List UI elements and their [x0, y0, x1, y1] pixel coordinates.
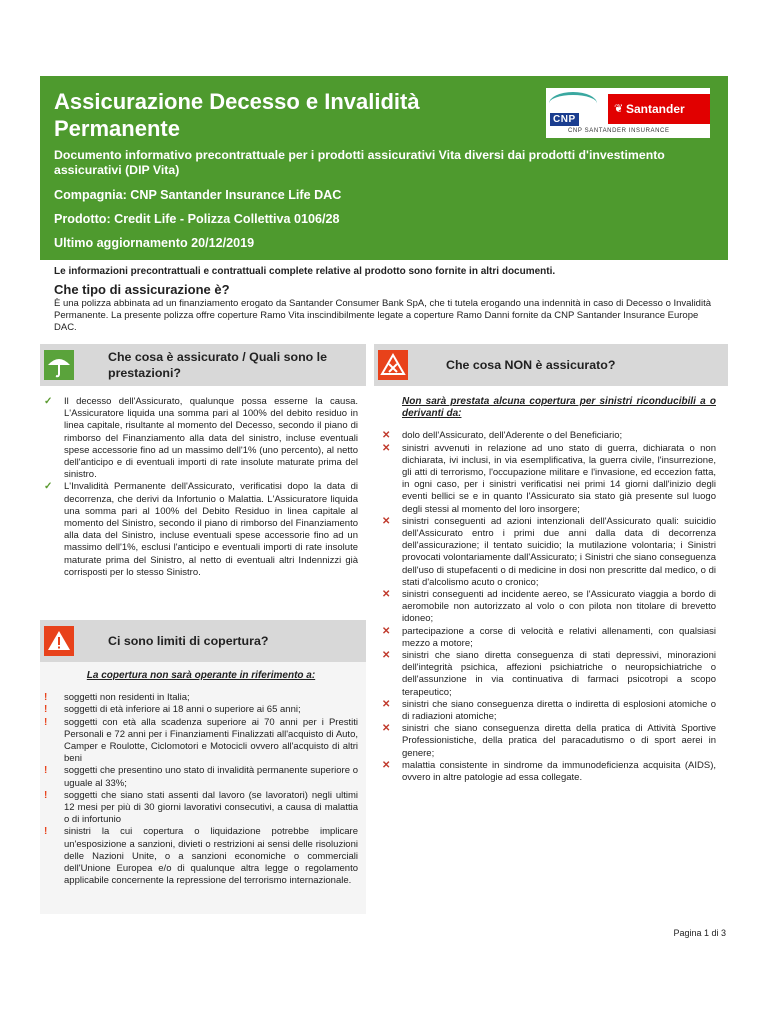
list-item: ✕ sinistri che siano diretta conseguenza di stati depressivi, minorazioni dell'integrità psichica, affezioni psichiatriche o neuropsichiatriche o dell'assunzione in via continuativa di farmaci psicotropi a scopo terapeutico;	[382, 650, 716, 698]
list-item: ! soggetti che presentino uno stato di invalidità permanente superiore o uguale al 33%;	[44, 765, 358, 789]
limits-title: Ci sono limiti di copertura?	[108, 634, 269, 648]
product-line: Prodotto: Credit Life - Polizza Collettiva 0106/28	[54, 212, 340, 226]
list-item: ✓ Il decesso dell'Assicurato, qualunque possa esserne la causa. L'Assicuratore liquida una somma pari al 100% del debito residuo in linea capitale, risultante al momento del Decesso, secondo il piano di rimborso del Finanziamento alla data del sinistro, incluse eventuali spese accessorie fino ad un massimo dell'1% (uno percento), al netto dell'anticipo e di eventuali importi di rate insolute maturate prima del sinistro.	[44, 396, 358, 481]
cross-icon: ✕	[382, 625, 391, 637]
cross-icon: ✕	[382, 442, 391, 454]
check-icon: ✓	[44, 481, 53, 493]
exclamation-icon: !	[44, 716, 48, 728]
warning-icon	[44, 626, 74, 656]
not-insured-title: Che cosa NON è assicurato?	[446, 358, 616, 372]
document-header	[40, 76, 728, 260]
list-item: ! soggetti con età alla scadenza superiore ai 70 anni per i Prestiti Personali e 72 anni per i Finanziamenti Finalizzati all'acquisto di Auto, Camper e Roulotte, Ciclomotori e Motocicli ovvero all'acquisto di altri beni	[44, 716, 358, 765]
not-insured-list	[382, 396, 716, 784]
cross-icon: ✕	[382, 759, 391, 771]
list-item: ✕ sinistri conseguenti ad azioni intenzionali dell'Assicurato quali: suicidio dell'Assicurato entro i primi due anni dalla data di decorrenza dell'assicurazione; il tentato suicidio; la mutilazione volontaria; i Sinistri provocati volontariamente dall'Assicurato; i Sinistri che siano conseguenza dell'uso di stupefacenti o di medicine in dosi non prescritte dal medico, o di stati d'alcolismo acuto o cronico;	[382, 515, 716, 588]
list-item: ✕ dolo dell'Assicurato, dell'Aderente o del Beneficiario;	[382, 430, 623, 442]
cross-icon: ✕	[382, 698, 391, 710]
logo-block	[546, 88, 710, 138]
insurance-type-title: Che tipo di assicurazione è?	[54, 282, 230, 297]
crossed-triangle-icon	[378, 350, 408, 380]
page-number: Pagina 1 di 3	[673, 928, 726, 938]
list-item: ✓ L'Invalidità Permanente dell'Assicurato, verificatisi dopo la data di decorrenza, che derivi da Infortunio o Malattia. L'Assicuratore liquida una somma pari al 100% del Debito Residuo in linea capitale al momento del Sinistro, secondo il piano di rimborso del Finanziamento alla data del Sinistro, incluse eventuali spese accessorie fino ad un massimo dell'1%, esclusi l'anticipo e eventuali importi di rate insolute maturate prima del Sinistro, al netto di eventuali altri Indennizzi già corrisposti per lo stesso Sinistro.	[44, 481, 358, 578]
cross-icon: ✕	[382, 650, 391, 662]
list-item: ✕ malattia consistente in sindrome da immunodeficienza acquisita (AIDS), ovvero in altre patologie ad essa collegate.	[382, 759, 716, 784]
limits-list	[44, 670, 358, 887]
list-item: ! soggetti che siano stati assenti dal lavoro (se lavoratori) negli ultimi 12 mesi per più di 30 giorni lavorativi consecutivi, a causa di malattia o di infortunio	[44, 789, 358, 826]
santander-logo: ❦ Santander	[608, 94, 710, 124]
insured-list	[44, 396, 358, 579]
intro-text: Le informazioni precontrattuali e contrattuali complete relative al prodotto sono fornite in altri documenti.	[54, 266, 556, 277]
document-title: Assicurazione Decesso e Invalidità Permanente	[54, 89, 420, 141]
insured-header	[40, 344, 366, 386]
not-insured-lead: Non sarà prestata alcuna copertura per sinistri riconducibili a o derivanti da:	[402, 396, 716, 420]
flame-icon: ❦	[614, 103, 624, 115]
list-item: ! soggetti non residenti in Italia;	[44, 692, 190, 704]
exclamation-icon: !	[44, 765, 48, 777]
insurance-type-text: È una polizza abbinata ad un finanziamento erogato da Santander Consumer Bank SpA, che ti tutela erogando una indennità in caso di Decesso o Invalidità Permanente. La presente polizza offre coperture Ramo Vita inscindibilmente legate a coperture Ramo Danni fornite da CNP Santander Insurance Europe DAC.	[54, 298, 711, 333]
list-item: ! sinistri la cui copertura o liquidazione potrebbe implicare un'esposizione a sanzioni, divieti o restrizioni ai sensi delle risoluzioni delle Nazioni Unite, o a sanzioni economiche o commerciali dell'Unione Europea e/o di qualunque altra legge o regolamento applicabile concernente la repressione del terrorismo internazionale.	[44, 826, 358, 887]
list-item: ✕ sinistri avvenuti in relazione ad uno stato di guerra, dichiarata o non dichiarata, ivi inclusi, in via esemplificativa, la guerra civile, l'insurrezione, gli atti di terrorismo, l'occupazione militare e l'invasione, ed eccezion fatta, in ogni caso, per i sinistri verificatisi nei primi 14 giorni dall'inizio degli eventi bellici se e in quanto l'Assicurato sia stato già presente sul luogo degli stessi al momento del loro insorgere;	[382, 442, 716, 515]
exclamation-icon: !	[44, 789, 48, 801]
list-item: ✕ sinistri conseguenti ad incidente aereo, se l'Assicurato viaggia a bordo di aeromobile non autorizzato al volo o con pilota non titolare di brevetto idoneo;	[382, 589, 716, 625]
exclamation-icon: !	[44, 826, 48, 838]
cross-icon: ✕	[382, 515, 391, 527]
check-icon: ✓	[44, 396, 53, 407]
cross-icon: ✕	[382, 589, 391, 601]
update-line: Ultimo aggiornamento 20/12/2019	[54, 236, 255, 250]
list-item: ! soggetti di età inferiore ai 18 anni o superiore ai 65 anni;	[44, 704, 301, 716]
document-subtitle: Documento informativo precontrattuale per i prodotti assicurativi Vita diversi dai prodotti d'investimento assicurativi (DIP Vita)	[54, 148, 665, 177]
list-item: ✕ sinistri che siano conseguenza diretta o indiretta di esplosioni atomiche o di radiazioni atomiche;	[382, 698, 716, 723]
exclamation-icon: !	[44, 704, 48, 716]
limits-header	[40, 620, 366, 662]
list-item: ✕ sinistri che siano conseguenza diretta della pratica di Attività Sportive Professionistiche, della pratica del paracadutismo o di sport aerei in genere;	[382, 723, 716, 759]
company-line: Compagnia: CNP Santander Insurance Life DAC	[54, 188, 342, 202]
list-item: ✕ partecipazione a corse di velocità e relativi allenamenti, con qualsiasi mezzo a motore;	[382, 625, 716, 649]
exclamation-icon: !	[44, 692, 48, 704]
cross-icon: ✕	[382, 430, 391, 442]
logo-subtitle: CNP SANTANDER INSURANCE	[568, 128, 670, 134]
insured-title: Che cosa è assicurato / Quali sono le prestazioni?	[108, 350, 327, 380]
not-insured-header	[374, 344, 728, 386]
cross-icon: ✕	[382, 723, 391, 735]
umbrella-icon	[44, 350, 74, 380]
cnp-logo: CNP	[546, 88, 602, 138]
limits-lead: La copertura non sarà operante in riferimento a:	[86, 670, 316, 681]
